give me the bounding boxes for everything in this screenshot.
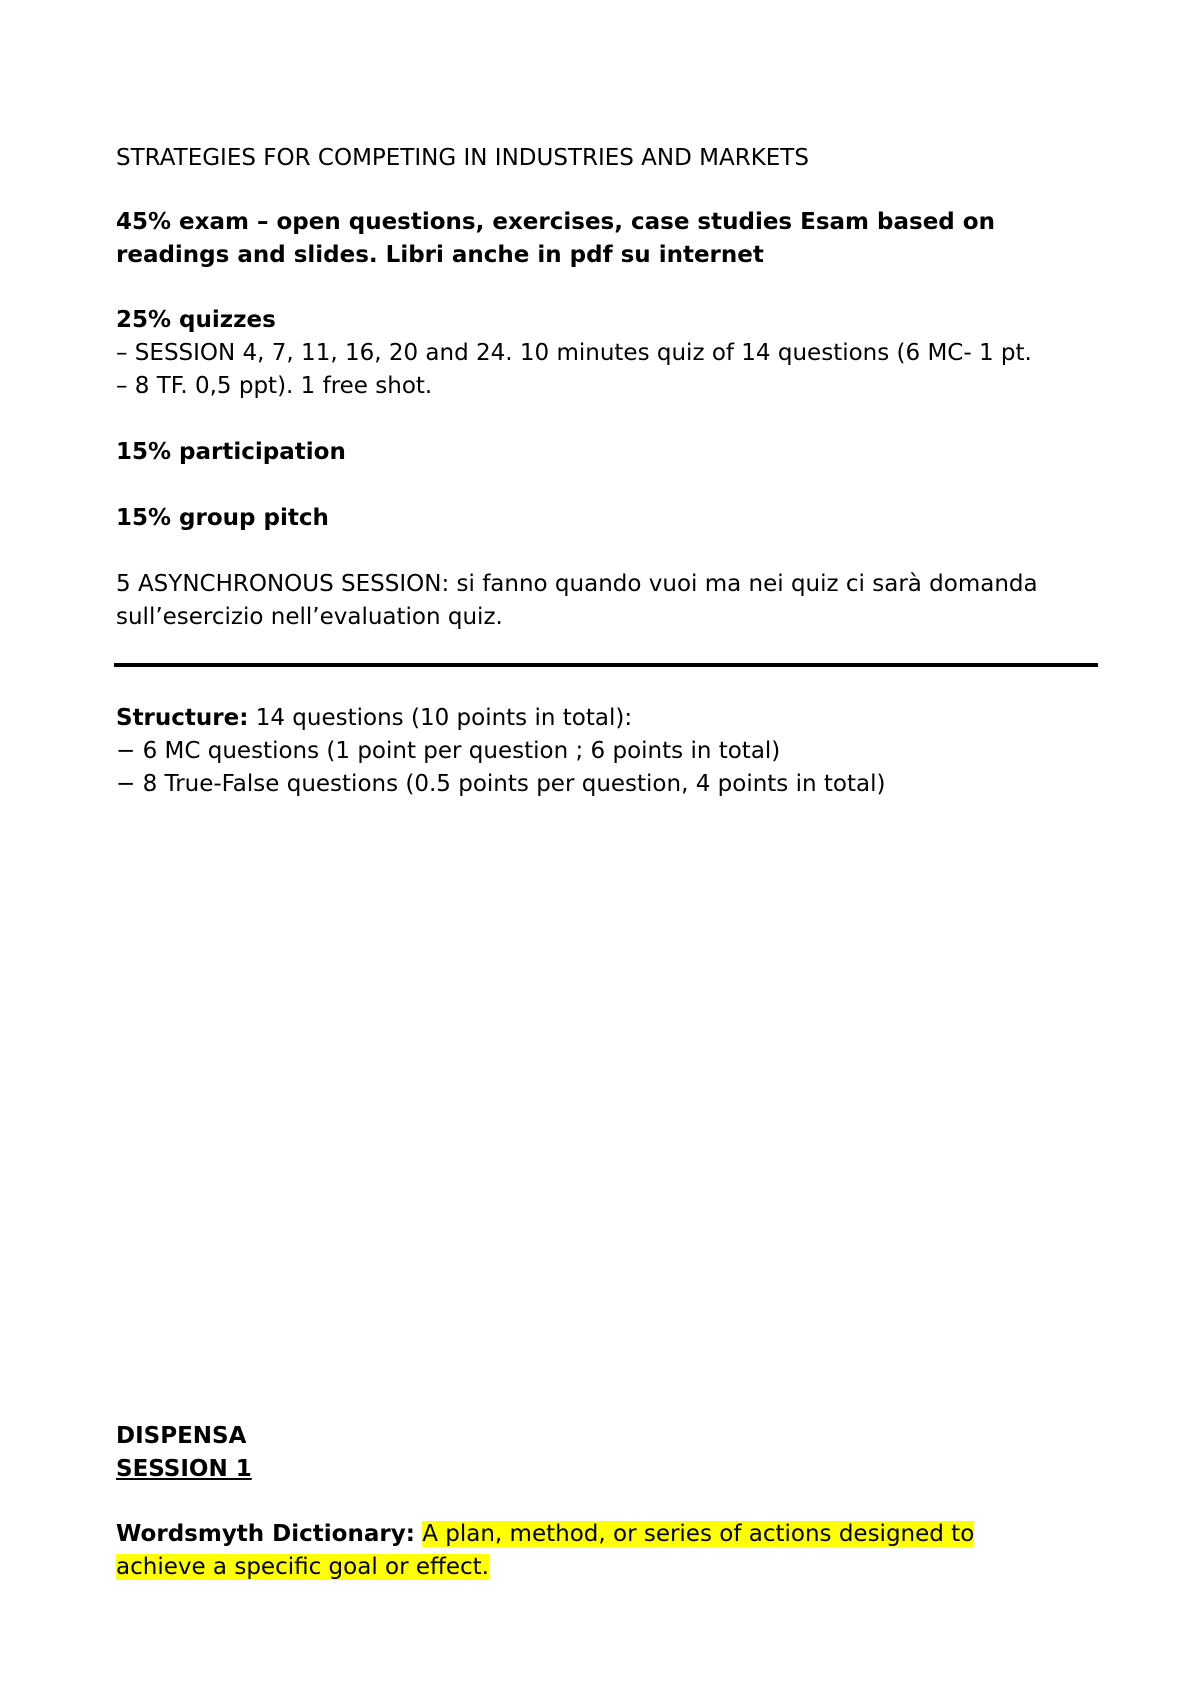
definition-text-2: achieve a specific goal or effect. bbox=[116, 1554, 489, 1580]
structure-item-tf: − 8 True-False questions (0.5 points per question, 4 points in total) bbox=[116, 771, 886, 797]
horizontal-rule bbox=[114, 663, 1098, 667]
exam-line-1: 45% exam – open questions, exercises, case studies Esam based on bbox=[116, 209, 995, 235]
dispensa-heading: DISPENSA bbox=[116, 1423, 247, 1449]
definition-text-1: A plan, method, or series of actions designed to bbox=[422, 1521, 975, 1547]
definition-paragraph bbox=[116, 1518, 1096, 1584]
definition-line-1 bbox=[116, 1518, 1096, 1551]
dispensa-heading-block bbox=[116, 1420, 1096, 1486]
quizzes-section bbox=[116, 304, 1096, 403]
exam-line-2: readings and slides. Libri anche in pdf su internet bbox=[116, 242, 764, 268]
structure-text: 14 questions (10 points in total): bbox=[248, 705, 633, 731]
structure-label: Structure: bbox=[116, 705, 249, 731]
definition-line-2 bbox=[116, 1551, 1096, 1584]
structure-line bbox=[116, 702, 1096, 735]
async-line-2: sull’esercizio nell’evaluation quiz. bbox=[116, 604, 503, 630]
definition-label: Wordsmyth Dictionary: bbox=[116, 1521, 415, 1547]
async-line-1: 5 ASYNCHRONOUS SESSION: si fanno quando vuoi ma nei quiz ci sarà domanda bbox=[116, 571, 1038, 597]
quizzes-heading: 25% quizzes bbox=[116, 307, 276, 333]
group-pitch-weight: 15% group pitch bbox=[116, 505, 329, 531]
participation-weight: 15% participation bbox=[116, 439, 346, 465]
async-session-paragraph bbox=[116, 568, 1096, 634]
quizzes-line-2: – 8 TF. 0,5 ppt). 1 free shot. bbox=[116, 373, 433, 399]
quizzes-line-1: – SESSION 4, 7, 11, 16, 20 and 24. 10 minutes quiz of 14 questions (6 MC- 1 pt. bbox=[116, 340, 1032, 366]
exam-weight-paragraph bbox=[116, 206, 1096, 272]
session-1-heading: SESSION 1 bbox=[116, 1456, 252, 1482]
structure-section bbox=[116, 702, 1096, 801]
document-title: STRATEGIES FOR COMPETING IN INDUSTRIES AND MARKETS bbox=[116, 145, 809, 171]
structure-item-mc: − 6 MC questions (1 point per question ; 6 points in total) bbox=[116, 738, 781, 764]
